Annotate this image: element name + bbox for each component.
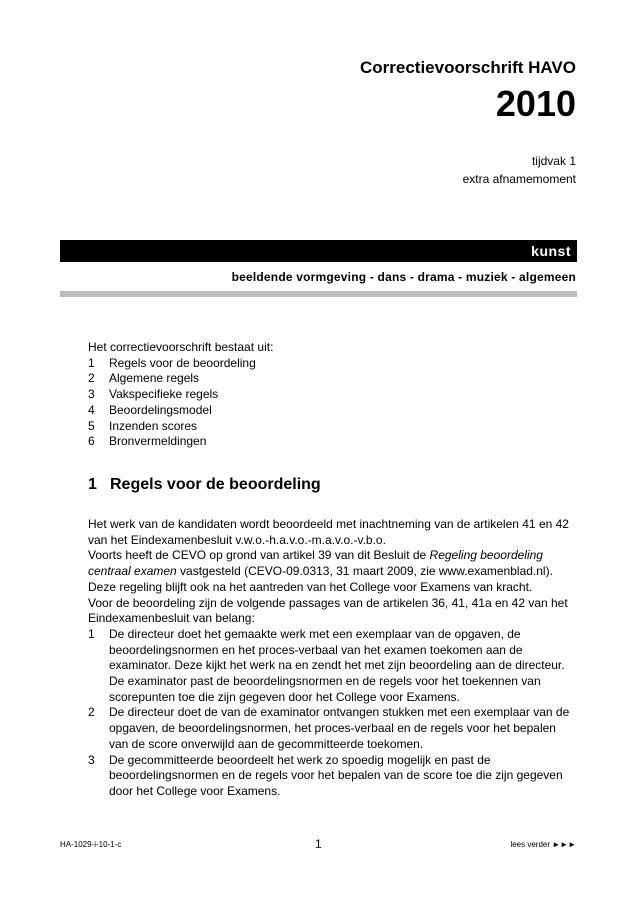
list-item: 3 Vakspecifieke regels <box>88 387 219 402</box>
paragraph: Voor de beoordeling zijn de volgende passages van de artikelen 36, 41, 41a en 42 van het Eindexamenbesluit van belang: <box>88 595 568 626</box>
document-code: HA-1029-i-10-1-c <box>60 840 122 849</box>
list-item: 1 Regels voor de beoordeling <box>88 355 256 370</box>
list-item: 2 De directeur doet de van de examinator ontvangen stukken met een exemplaar van de opgaven, de beoordelingsnormen, het proces-verbaal en de regels voor het bepalen van de score onverwijld aan de gecommitteerde toekomen. <box>88 705 570 751</box>
exam-moment: extra afnamemoment <box>462 172 576 186</box>
regulation-title: Regeling beoordeling centraal examen <box>88 548 543 579</box>
paragraph: Voorts heeft de CEVO op grond van artikel 39 van dit Besluit de Regeling beoordeling centraal examen vastgesteld (CEVO-09.0313, 31 maart 2009, zie www.examenblad.nl). <box>88 548 553 579</box>
section-title: Regels voor de beoordeling <box>110 476 321 493</box>
list-item: 3 De gecommitteerde beoordeelt het werk zo spoedig mogelijk en past de beoordelingsnormen en de regels voor het bepalen van de score toe die zijn gegeven door het College voor Examens. <box>88 752 563 798</box>
section-number: 1 <box>88 476 97 493</box>
section-heading <box>88 476 321 494</box>
list-item: 1 De directeur doet het gemaakte werk met een exemplaar van de opgaven, de beoordelingsnormen en het proces-verbaal van het examen toekomen aan de examinator. Deze kijkt het werk na en zendt het met zijn beoordeling aan de directeur. De examinator past de beoordelingsnormen en de regels voor het toekennen van scorepunten toe die zijn gegeven door het College voor Examens. <box>88 626 565 704</box>
paragraph: Deze regeling blijft ook na het aantreden van het College voor Examens van kracht. <box>88 579 533 594</box>
contents-intro: Het correctievoorschrift bestaat uit: <box>88 340 274 354</box>
exam-meta <box>463 152 576 188</box>
paragraph: Het werk van de kandidaten wordt beoordeeld met inachtneming van de artikelen 41 en 42 van het Eindexamenbesluit v.w.o.-h.a.v.o.-m.a.v.o.-v.b.o. <box>88 517 569 547</box>
contents-list <box>88 340 273 450</box>
page-number: 1 <box>315 837 322 851</box>
section-body <box>88 517 576 800</box>
subject-bar: kunst <box>60 240 577 262</box>
document-title: Correctievoorschrift HAVO <box>359 58 576 77</box>
list-item: 6 Bronvermeldingen <box>88 434 207 449</box>
list-item: 2 Algemene regels <box>88 371 200 386</box>
subject-areas: beeldende vormgeving - dans - drama - muziek - algemeen <box>231 270 576 284</box>
list-item: 4 Beoordelingsmodel <box>88 402 212 417</box>
list-item: 5 Inzenden scores <box>88 418 198 433</box>
exam-period: tijdvak 1 <box>531 154 576 168</box>
exam-year: 2010 <box>495 83 576 124</box>
divider <box>60 291 577 297</box>
continue-label: lees verder ►►► <box>510 840 576 849</box>
